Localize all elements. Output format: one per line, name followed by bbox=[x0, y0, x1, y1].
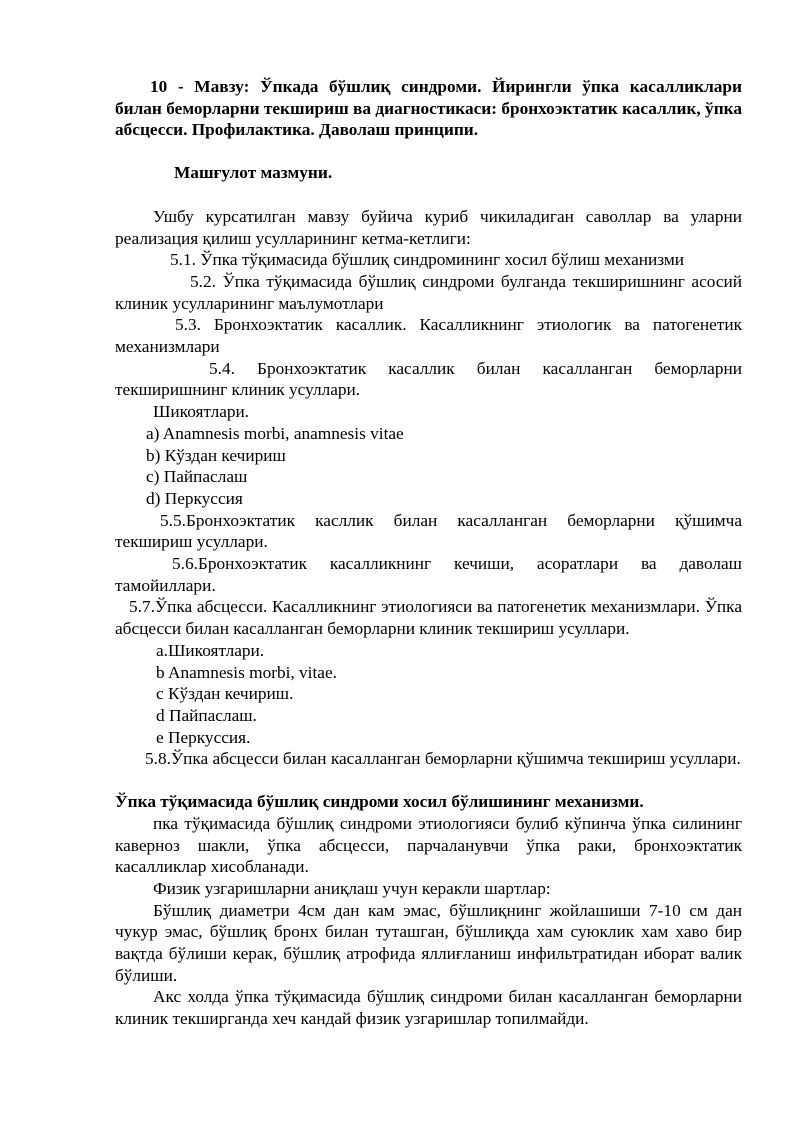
section-paragraph-1: пка тўқимасида бўшлиқ синдроми этиологияси булиб кўпинча ўпка силининг каверноз шакли, ўпка абсцесси, парчаланувчи ўпка раки, бронхоэктатик касалликлар хисобланади. bbox=[115, 813, 742, 877]
section-heading: Ўпка тўқимасида бўшлиқ синдроми хосил бўлишининг механизми. bbox=[115, 792, 644, 812]
list-item-c: c) Пайпаслаш bbox=[146, 467, 248, 487]
item-5-2: 5.2. Ўпка тўқимасида бўшлиқ синдроми булганда текширишнинг асосий клиник усулларининг маълумотлари bbox=[115, 271, 742, 313]
list-item-d2: d Пайпаслаш. bbox=[156, 705, 257, 725]
item-5-5: 5.5.Бронхоэктатик касллик билан касалланган беморларни қўшимча текшириш усуллари. bbox=[115, 510, 742, 552]
list-item-e2: e Перкуссия. bbox=[156, 727, 251, 747]
list-item-d: d) Перкуссия bbox=[146, 488, 243, 508]
content-heading: Машғулот мазмуни. bbox=[174, 163, 333, 183]
section-paragraph-4: Акс холда ўпка тўқимасида бўшлиқ синдроми билан касалланган беморларни клиник текширганда хеч кандай физик узгаришлар топилмайди. bbox=[115, 987, 742, 1029]
item-5-6: 5.6.Бронхоэктатик касалликнинг кечиши, асоратлари ва даволаш тамойиллари. bbox=[115, 554, 742, 595]
complaints-label: Шикоятлари. bbox=[153, 402, 250, 422]
document-title: 10 - Мавзу: Ўпкада бўшлиқ синдроми. Йирингли ўпка касалликлари билан беморларни текшириш ва диагностикаси: бронхоэктатик касаллик, ўпка абсцесси. Профилактика. Даволаш принципи. bbox=[115, 77, 742, 140]
section-paragraph-3: Бўшлиқ диаметри 4см дан кам эмас, бўшлиқнинг жойлашиши 7-10 см дан чукур эмас, бўшлиқ бронх билан туташган, бўшлиқда хам суюклик хам хаво бир вақтда бўлиши керак, бўшлиқ атрофида яллиғланиш инфильтратидан иборат валик бўлиши. bbox=[115, 900, 742, 985]
list-item-a2: a.Шикоятлари. bbox=[156, 640, 265, 660]
item-5-7: 5.7.Ўпка абсцесси. Касалликнинг этиологияси ва патогенетик механизмлари. Ўпка абсцесси билан касалланган беморларни клиник текшириш усуллари. bbox=[115, 597, 742, 639]
section-paragraph-2: Физик узгаришларни аниқлаш учун керакли шартлар: bbox=[153, 878, 551, 898]
list-item-b2: b Anamnesis morbi, vitae. bbox=[156, 662, 337, 682]
list-item-c2: c Кўздан кечириш. bbox=[156, 684, 294, 704]
item-5-4: 5.4. Бронхоэктатик касаллик билан касалланган беморларни текширишнинг клиник усуллари. bbox=[115, 358, 742, 400]
list-item-a: a) Anamnesis morbi, anamnesis vitae bbox=[146, 423, 404, 443]
intro-paragraph: Ушбу курсатилган мавзу буйича куриб чикиладиган саволлар ва уларни реализация қилиш усулларининг кетма-кетлиги: bbox=[115, 206, 742, 248]
item-5-8: 5.8.Ўпка абсцесси билан касалланган беморларни қўшимча текшириш усуллари. bbox=[145, 749, 741, 769]
list-item-b: b) Кўздан кечириш bbox=[146, 445, 286, 465]
item-5-3: 5.3. Бронхоэктатик касаллик. Касалликнинг этиологик ва патогенетик механизмлари bbox=[115, 315, 742, 357]
document-page bbox=[115, 76, 742, 1030]
item-5-1: 5.1. Ўпка тўқимасида бўшлиқ синдромининг хосил бўлиш механизми bbox=[170, 250, 685, 270]
